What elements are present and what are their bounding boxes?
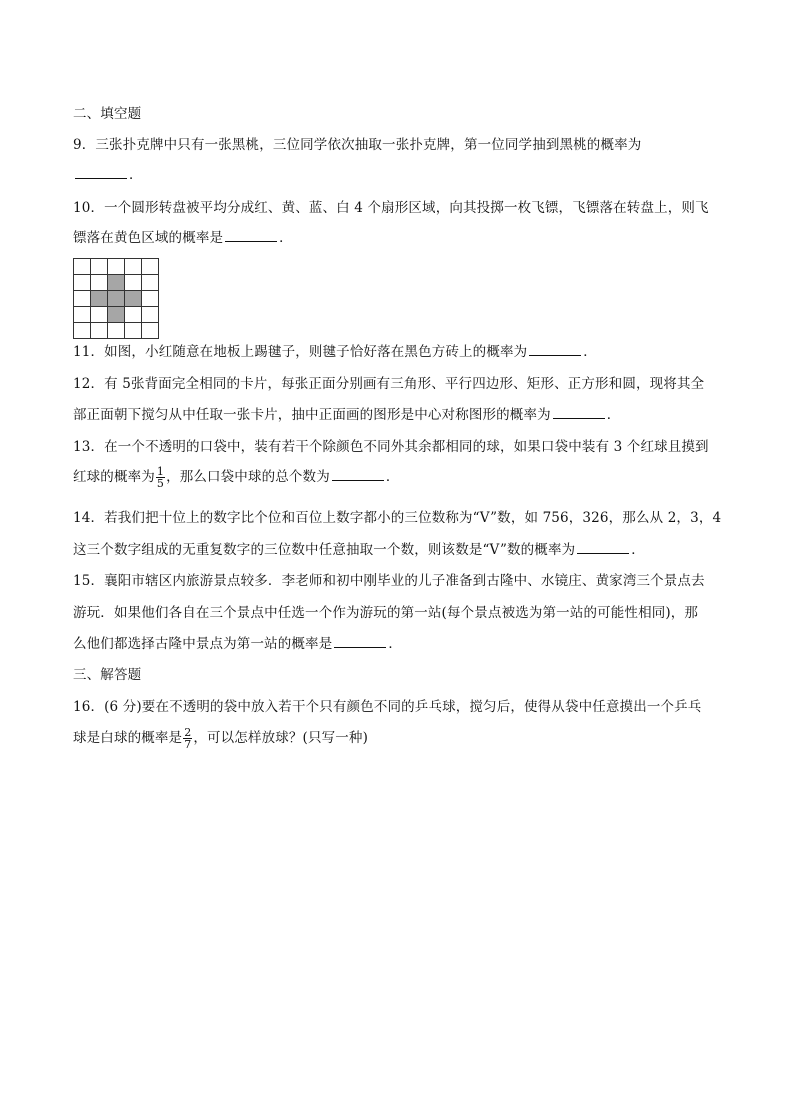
white-tile bbox=[74, 275, 91, 291]
q12-line2: 部正面朝下搅匀从中任取一张卡片，抽中正面画的图形是中心对称图形的概率为 ． bbox=[73, 407, 621, 423]
q11-line1: 11．如图，小红随意在地板上踢毽子，则毽子恰好落在黑色方砖上的概率为 ． bbox=[73, 344, 597, 360]
white-tile bbox=[91, 323, 108, 339]
answer-blank bbox=[225, 229, 277, 242]
white-tile bbox=[142, 323, 159, 339]
tile-row bbox=[74, 259, 159, 275]
q16-line1: 16．(6 分)要在不透明的袋中放入若干个只有颜色不同的乒乓球，搅匀后，使得从袋中任意摸出一个乒乓 bbox=[73, 699, 702, 715]
fraction: $\frac{2}{7}$ bbox=[184, 726, 192, 751]
white-tile bbox=[125, 259, 142, 275]
black-tile bbox=[108, 291, 125, 307]
white-tile bbox=[74, 291, 91, 307]
white-tile bbox=[91, 259, 108, 275]
white-tile bbox=[108, 259, 125, 275]
white-tile bbox=[108, 323, 125, 339]
white-tile bbox=[125, 307, 142, 323]
q9-line2: ． bbox=[73, 166, 143, 184]
section-fill-in-title: 二、填空题 bbox=[73, 106, 142, 122]
q9-line1: 9．三张扑克牌中只有一张黑桃，三位同学依次抽取一张扑克牌，第一位同学抽到黑桃的概率为 bbox=[73, 137, 642, 153]
tile-row bbox=[74, 307, 159, 323]
q13-line1: 13．在一个不透明的口袋中，装有若干个除颜色不同外其余都相同的球，如果口袋中装有 3 个红球且摸到 bbox=[73, 439, 709, 455]
q10-line2: 镖落在黄色区域的概率是 ． bbox=[73, 230, 293, 246]
answer-blank bbox=[332, 468, 384, 481]
answer-blank bbox=[553, 406, 605, 419]
q15-line2: 游玩．如果他们各自在三个景点中任选一个作为游玩的第一站(每个景点被选为第一站的可能性相同)，那 bbox=[73, 605, 699, 621]
floor-tile-figure bbox=[73, 258, 159, 339]
q14-line2: 这三个数字组成的无重复数字的三位数中任意抽取一个数，则该数是“V”数的概率为 ． bbox=[73, 542, 645, 558]
tile-row bbox=[74, 323, 159, 339]
white-tile bbox=[74, 323, 91, 339]
section-answer-title: 三、解答题 bbox=[73, 667, 142, 683]
white-tile bbox=[142, 275, 159, 291]
black-tile bbox=[108, 307, 125, 323]
q16-line2: 球是白球的概率是 $\frac{2}{7}$ ，可以怎样放球？(只写一种) bbox=[73, 726, 368, 751]
white-tile bbox=[125, 275, 142, 291]
white-tile bbox=[142, 259, 159, 275]
tile-row bbox=[74, 291, 159, 307]
fraction: $\frac{1}{5}$ bbox=[156, 465, 165, 490]
tile-row bbox=[74, 275, 159, 291]
white-tile bbox=[91, 275, 108, 291]
answer-blank bbox=[529, 343, 581, 356]
q10-line1: 10．一个圆形转盘被平均分成红、黄、蓝、白 4 个扇形区域，向其投掷一枚飞镖，飞镖落在转盘上，则飞 bbox=[73, 200, 709, 216]
answer-blank bbox=[334, 635, 386, 648]
q15-line3: 么他们都选择古隆中景点为第一站的概率是 ． bbox=[73, 636, 403, 652]
white-tile bbox=[125, 323, 142, 339]
white-tile bbox=[142, 291, 159, 307]
q14-line1: 14．若我们把十位上的数字比个位和百位上数字都小的三位数称为“V”数，如 756，326，那么从 2，3，4 bbox=[73, 510, 722, 526]
white-tile bbox=[74, 259, 91, 275]
answer-blank bbox=[75, 166, 127, 179]
black-tile bbox=[125, 291, 142, 307]
black-tile bbox=[108, 275, 125, 291]
q15-line1: 15．襄阳市辖区内旅游景点较多．李老师和初中刚毕业的儿子准备到古隆中、水镜庄、黄家湾三个景点去 bbox=[73, 573, 705, 589]
white-tile bbox=[142, 307, 159, 323]
white-tile bbox=[74, 307, 91, 323]
answer-blank bbox=[577, 541, 629, 554]
black-tile bbox=[91, 291, 108, 307]
q12-line1: 12．有 5张背面完全相同的卡片，每张正面分别画有三角形、平行四边形、矩形、正方形和圆，现将其全 bbox=[73, 376, 705, 392]
white-tile bbox=[91, 307, 108, 323]
q13-line2: 红球的概率为 $\frac{1}{5}$ ，那么口袋中球的总个数为 ． bbox=[73, 465, 400, 490]
